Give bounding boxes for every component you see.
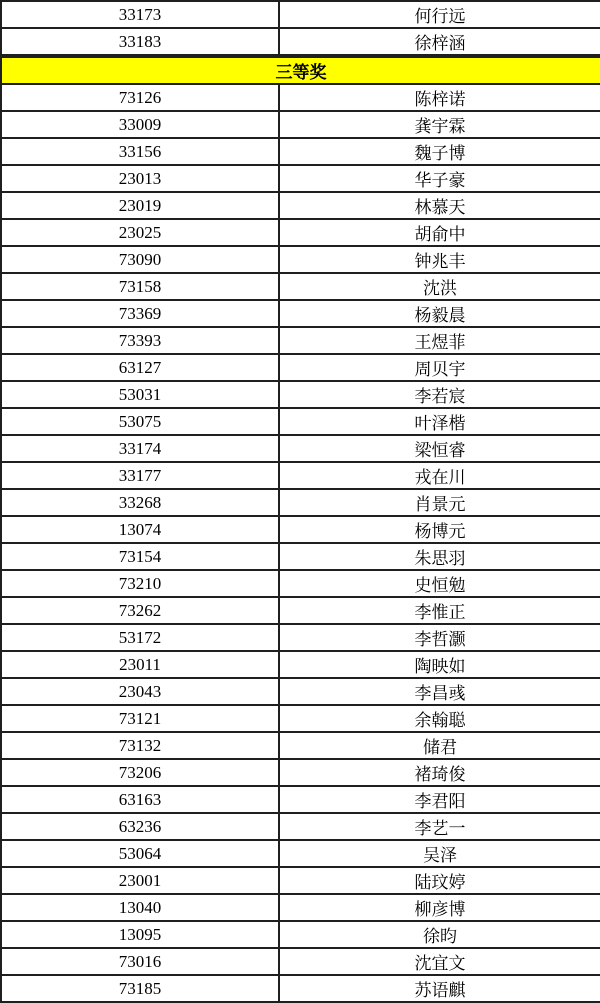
winner-name-cell: 龚宇霖 [279,111,600,138]
winner-name-cell: 杨毅晨 [279,300,600,327]
table-row [1,273,600,300]
table-row [1,678,600,705]
table-row [1,975,600,1002]
entry-id-cell: 33156 [1,138,279,165]
table-row [1,28,600,55]
entry-id-cell: 53064 [1,840,279,867]
table-row [1,489,600,516]
winner-name-cell: 华子豪 [279,165,600,192]
table-row [1,786,600,813]
winner-name-cell: 李昌彧 [279,678,600,705]
winner-name-cell: 李君阳 [279,786,600,813]
table-row [1,462,600,489]
winner-name-cell: 戎在川 [279,462,600,489]
entry-id-cell: 73210 [1,570,279,597]
winner-name-cell: 李若宸 [279,381,600,408]
winner-name-cell: 吴泽 [279,840,600,867]
winner-name-cell: 史恒勉 [279,570,600,597]
table-row [1,300,600,327]
award-table-body [1,1,600,1002]
entry-id-cell: 73016 [1,948,279,975]
winner-name-cell: 王煜菲 [279,327,600,354]
entry-id-cell: 23025 [1,219,279,246]
entry-id-cell: 23001 [1,867,279,894]
winner-name-cell: 苏语麒 [279,975,600,1002]
table-row [1,624,600,651]
entry-id-cell: 73262 [1,597,279,624]
table-row [1,732,600,759]
winner-name-cell: 李哲灏 [279,624,600,651]
entry-id-cell: 13095 [1,921,279,948]
winner-name-cell: 李艺一 [279,813,600,840]
entry-id-cell: 23013 [1,165,279,192]
entry-id-cell: 73158 [1,273,279,300]
table-row [1,111,600,138]
winner-name-cell: 余翰聪 [279,705,600,732]
table-row [1,381,600,408]
winner-name-cell: 胡俞中 [279,219,600,246]
entry-id-cell: 73154 [1,543,279,570]
table-row [1,705,600,732]
table-row [1,192,600,219]
table-row [1,543,600,570]
winner-name-cell: 褚琦俊 [279,759,600,786]
entry-id-cell: 73393 [1,327,279,354]
table-row [1,921,600,948]
winner-name-cell: 林慕天 [279,192,600,219]
table-row [1,759,600,786]
table-row [1,813,600,840]
table-row [1,327,600,354]
entry-id-cell: 73121 [1,705,279,732]
winner-name-cell: 柳彦博 [279,894,600,921]
entry-id-cell: 33173 [1,1,279,28]
winner-name-cell: 陈梓诺 [279,84,600,111]
entry-id-cell: 53031 [1,381,279,408]
entry-id-cell: 63127 [1,354,279,381]
entry-id-cell: 53075 [1,408,279,435]
winner-name-cell: 陆玟婷 [279,867,600,894]
table-row [1,651,600,678]
table-row [1,1,600,28]
table-row [1,138,600,165]
winner-name-cell: 何行远 [279,1,600,28]
table-row [1,219,600,246]
table-row [1,948,600,975]
winner-name-cell: 钟兆丰 [279,246,600,273]
entry-id-cell: 63236 [1,813,279,840]
table-row [1,516,600,543]
winner-name-cell: 叶泽楷 [279,408,600,435]
section-header-cell: 三等奖 [1,57,600,84]
table-row [1,570,600,597]
winner-name-cell: 肖景元 [279,489,600,516]
winner-name-cell: 沈洪 [279,273,600,300]
table-row [1,597,600,624]
entry-id-cell: 73369 [1,300,279,327]
entry-id-cell: 73126 [1,84,279,111]
table-row [1,84,600,111]
table-row [1,246,600,273]
table-row [1,840,600,867]
section-header-row [1,57,600,84]
winner-name-cell: 朱思羽 [279,543,600,570]
entry-id-cell: 63163 [1,786,279,813]
entry-id-cell: 23011 [1,651,279,678]
entry-id-cell: 73090 [1,246,279,273]
entry-id-cell: 53172 [1,624,279,651]
entry-id-cell: 33174 [1,435,279,462]
entry-id-cell: 13074 [1,516,279,543]
winner-name-cell: 周贝宇 [279,354,600,381]
winner-name-cell: 徐梓涵 [279,28,600,55]
winner-name-cell: 徐昀 [279,921,600,948]
table-row [1,354,600,381]
table-row [1,435,600,462]
entry-id-cell: 33268 [1,489,279,516]
entry-id-cell: 33177 [1,462,279,489]
winner-name-cell: 陶映如 [279,651,600,678]
winner-name-cell: 梁恒睿 [279,435,600,462]
entry-id-cell: 33183 [1,28,279,55]
entry-id-cell: 73185 [1,975,279,1002]
winner-name-cell: 李惟正 [279,597,600,624]
entry-id-cell: 33009 [1,111,279,138]
table-row [1,165,600,192]
entry-id-cell: 23019 [1,192,279,219]
winner-name-cell: 杨博元 [279,516,600,543]
table-row [1,867,600,894]
entry-id-cell: 73132 [1,732,279,759]
entry-id-cell: 13040 [1,894,279,921]
winner-name-cell: 沈宜文 [279,948,600,975]
table-row [1,894,600,921]
entry-id-cell: 73206 [1,759,279,786]
entry-id-cell: 23043 [1,678,279,705]
table-row [1,408,600,435]
winner-name-cell: 魏子博 [279,138,600,165]
winner-name-cell: 储君 [279,732,600,759]
